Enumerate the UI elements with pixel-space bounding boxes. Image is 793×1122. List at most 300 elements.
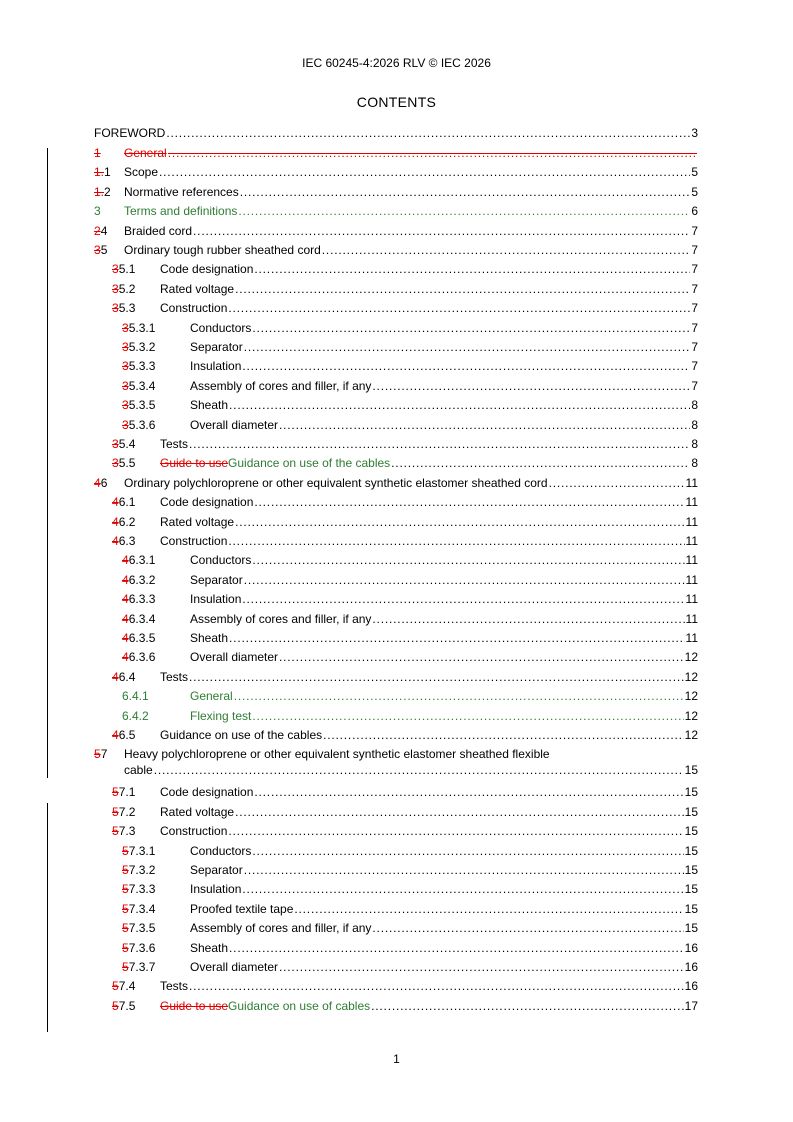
deleted-number: 3 [122, 417, 129, 432]
toc-line [94, 571, 698, 590]
inserted-number: 7.3.6 [128, 940, 156, 955]
inserted-number: 5.3.3 [128, 359, 156, 374]
toc-page-number: 15 [684, 785, 698, 800]
inserted-number: 7.2 [118, 804, 136, 819]
toc-page-number: 16 [684, 979, 698, 994]
toc-title: Conductors [190, 843, 252, 858]
toc-line [94, 338, 698, 357]
inserted-number: 5.5 [118, 456, 136, 471]
toc-line [94, 202, 698, 221]
dot-leader [242, 590, 684, 609]
toc-page-number: 7 [691, 301, 698, 316]
dot-leader [252, 551, 684, 570]
toc-entry[interactable] [94, 260, 698, 279]
toc-title: Terms and definitions [124, 204, 238, 219]
toc-title: Normative references [124, 184, 239, 199]
inserted-title: Guidance on use of the cables [228, 456, 391, 471]
toc-entry[interactable] [94, 571, 698, 590]
toc-title: Heavy polychloroprene or other equivalent synthetic elastomer sheathed flexible [124, 747, 550, 762]
dot-leader [228, 822, 683, 841]
toc-title: Ordinary polychloroprene or other equivalent synthetic elastomer sheathed cord [124, 475, 548, 490]
toc-number [122, 590, 190, 609]
toc-title-continued: cable [124, 763, 153, 778]
toc-entry[interactable] [94, 590, 698, 609]
toc-page-number: 12 [684, 708, 698, 723]
toc-title: Proofed textile tape [190, 901, 294, 916]
dot-leader [154, 761, 684, 780]
toc-entry[interactable] [94, 939, 698, 958]
inserted-number: 5.4 [118, 437, 136, 451]
toc-page-number: 16 [684, 960, 698, 974]
toc-line [94, 396, 698, 415]
dot-leader [235, 280, 690, 299]
toc-title: Insulation [190, 359, 242, 374]
toc-title: Braided cord [124, 223, 193, 238]
toc-entry[interactable] [94, 822, 698, 841]
toc-title: Code designation [160, 495, 254, 510]
toc-page-number: 11 [685, 553, 698, 568]
dot-leader [372, 377, 690, 396]
toc-entry[interactable] [94, 919, 698, 938]
toc-page-number: 7 [691, 359, 698, 374]
toc-entry[interactable] [94, 183, 698, 202]
toc-title: Construction [160, 824, 228, 839]
deleted-title: Guide to use [160, 456, 229, 471]
toc-title: Rated voltage [160, 281, 235, 296]
toc-page-number: 16 [684, 940, 698, 955]
toc-entry[interactable] [94, 610, 698, 629]
toc-line [94, 939, 698, 958]
toc-number-text: 1 [94, 146, 101, 160]
toc-number-text: 6.4.1 [122, 689, 149, 704]
dot-leader [235, 803, 684, 822]
toc-line [94, 144, 698, 163]
toc-number [112, 822, 160, 841]
toc-page-number: 17 [684, 998, 698, 1013]
toc-title: Separator [190, 572, 243, 587]
inserted-number: 5.3.2 [128, 340, 156, 354]
deleted-number: 3 [112, 301, 119, 316]
toc-line [94, 842, 698, 861]
toc-line [94, 163, 698, 182]
deleted-title: Guide to use [160, 998, 229, 1013]
toc-page-number: 15 [684, 763, 698, 778]
toc-entry[interactable] [94, 435, 698, 454]
toc-title: Overall diameter [190, 650, 279, 665]
dot-leader [252, 842, 683, 861]
toc-number [122, 900, 190, 919]
deleted-number: 3 [122, 340, 129, 354]
toc-page-number: 15 [684, 921, 698, 936]
inserted-number: 5.3.5 [128, 398, 156, 413]
inserted-title: Guidance on use of cables [228, 998, 371, 1013]
toc-number [94, 745, 124, 764]
toc-title: Conductors [190, 320, 252, 335]
toc-line [94, 280, 698, 299]
toc-entry[interactable] [94, 513, 698, 532]
deleted-number: 4 [112, 495, 119, 510]
toc-number [122, 687, 190, 706]
toc-page-number: 6 [691, 204, 698, 219]
toc-title: Scope [124, 165, 159, 180]
deleted-number: 4 [112, 728, 119, 742]
toc-number [94, 183, 124, 202]
deleted-number: 4 [122, 611, 129, 626]
inserted-number: 6.3.4 [128, 611, 156, 626]
toc-number-text: 6.4.2 [122, 708, 149, 723]
dot-leader [228, 299, 690, 318]
toc-line [94, 783, 698, 802]
toc-line [94, 319, 698, 338]
toc-entry[interactable] [94, 532, 698, 551]
toc-line [94, 648, 698, 667]
dot-leader [235, 513, 684, 532]
deleted-number: 4 [112, 534, 119, 548]
toc-number [122, 648, 190, 667]
dot-leader [193, 222, 690, 241]
toc-entry[interactable] [94, 958, 698, 977]
inserted-number: 7.3.1 [128, 843, 156, 858]
toc-title: Sheath [190, 398, 229, 413]
dot-leader [252, 319, 690, 338]
deleted-number: 1. [94, 165, 105, 180]
toc-page-number: 8 [691, 456, 698, 471]
toc-entry[interactable] [94, 997, 698, 1016]
inserted-number: 7.3.7 [128, 960, 156, 974]
toc-page-number: 7 [691, 243, 698, 257]
inserted-number: 7.1 [118, 785, 136, 800]
toc-page-number: 12 [684, 669, 698, 684]
toc-entry[interactable] [94, 842, 698, 861]
toc-line [94, 900, 698, 919]
inserted-number: 6.3.3 [128, 592, 156, 607]
toc-line [94, 532, 698, 551]
toc-line [94, 454, 698, 473]
inserted-number: 6.3 [118, 534, 136, 548]
toc-line [94, 122, 698, 144]
toc-number [112, 726, 160, 745]
toc-line [94, 958, 698, 977]
toc-number [112, 513, 160, 532]
toc-line [94, 474, 698, 493]
toc-title: Insulation [190, 882, 242, 897]
deleted-number: 5 [122, 863, 129, 877]
toc-page-number: 11 [685, 572, 698, 587]
dot-leader [234, 687, 684, 706]
toc-entry[interactable] [94, 900, 698, 919]
deleted-number: 5 [112, 998, 119, 1013]
toc-page-number: 11 [685, 611, 698, 626]
dot-leader [244, 861, 684, 880]
toc-line [94, 861, 698, 880]
toc-title: Tests [160, 437, 189, 451]
toc-entry[interactable] [94, 551, 698, 570]
dot-leader [549, 474, 685, 493]
toc-number [112, 532, 160, 551]
inserted-number: 7.5 [118, 998, 136, 1013]
deleted-number: 3 [112, 437, 119, 451]
toc-entry[interactable] [94, 299, 698, 318]
deleted-number: 3 [112, 456, 119, 471]
deleted-number: 3 [112, 281, 119, 296]
dot-leader [228, 532, 684, 551]
toc-number [94, 163, 124, 182]
dot-leader [254, 493, 684, 512]
deleted-number: 4 [94, 475, 101, 490]
toc-page-number: 7 [691, 281, 698, 296]
deleted-number: 5 [94, 747, 101, 762]
inserted-number: 6.3.6 [128, 650, 156, 665]
dot-leader [240, 183, 691, 202]
toc-number [94, 474, 124, 493]
deleted-number: 4 [112, 669, 119, 684]
toc-page-number: 8 [691, 417, 698, 432]
toc-title: Assembly of cores and filler, if any [190, 921, 372, 936]
page-number: 1 [393, 1052, 400, 1066]
deleted-number: 1. [94, 184, 105, 199]
toc-page-number: 7 [691, 223, 698, 238]
toc-page-number: 11 [685, 475, 698, 490]
toc-number [112, 454, 160, 473]
dot-leader [189, 435, 690, 454]
toc-number [122, 610, 190, 629]
dot-leader [279, 648, 684, 667]
dot-leader [372, 610, 684, 629]
deleted-number: 5 [122, 843, 129, 858]
toc-number [122, 319, 190, 338]
toc-title: Assembly of cores and filler, if any [190, 378, 372, 393]
toc-entry[interactable] [94, 202, 698, 221]
toc-page-number: 11 [685, 534, 698, 548]
toc-title: FOREWORD [94, 126, 166, 140]
toc-title: Rated voltage [160, 514, 235, 529]
toc-number [122, 629, 190, 648]
inserted-number: 7.3.4 [128, 901, 156, 916]
toc-entry[interactable] [94, 803, 698, 822]
inserted-number: 4 [100, 223, 108, 238]
toc-page-number: 7 [691, 320, 698, 335]
inserted-number: 5 [100, 243, 108, 257]
toc-entry[interactable] [94, 122, 698, 141]
toc-line [94, 629, 698, 648]
toc-entry[interactable] [94, 163, 698, 182]
toc-line [94, 416, 698, 435]
inserted-number: 7.4 [118, 979, 136, 994]
dot-leader [322, 241, 691, 260]
toc-page-number: 11 [685, 495, 698, 510]
toc-entry[interactable] [94, 745, 698, 783]
dot-leader [168, 144, 697, 163]
toc-page-number: 8 [691, 398, 698, 413]
dot-leader [229, 939, 684, 958]
inserted-number: 5.3.6 [128, 417, 156, 432]
toc-entry[interactable] [94, 783, 698, 802]
toc-number [122, 338, 190, 357]
toc-number [94, 144, 124, 163]
toc-number [94, 202, 124, 221]
inserted-number: 5.1 [118, 262, 136, 277]
toc-page-number: 12 [684, 650, 698, 665]
toc-entry[interactable] [94, 629, 698, 648]
toc-title: Sheath [190, 631, 229, 645]
toc-page-number: 11 [685, 592, 698, 607]
toc-line [94, 241, 698, 260]
toc-line [94, 997, 698, 1016]
toc-title: Tests [160, 669, 189, 684]
toc-entry[interactable] [94, 280, 698, 299]
toc-line [94, 977, 698, 996]
toc-number [122, 551, 190, 570]
inserted-number: 6 [100, 475, 108, 490]
toc-line [94, 668, 698, 687]
toc-page-number: 15 [684, 804, 698, 819]
toc-entry[interactable] [94, 222, 698, 241]
dot-leader [229, 396, 690, 415]
toc-page-number: 5 [691, 165, 698, 180]
inserted-number: 6.3.5 [128, 631, 156, 645]
toc-title: Insulation [190, 592, 242, 607]
toc-number [112, 493, 160, 512]
toc-entry[interactable] [94, 377, 698, 396]
toc-number [122, 571, 190, 590]
toc-title: Code designation [160, 262, 254, 277]
toc-number [122, 919, 190, 938]
inserted-number: 5.3.4 [128, 378, 156, 393]
dot-leader [159, 163, 690, 182]
toc-entry[interactable] [94, 338, 698, 357]
toc-entry[interactable] [94, 687, 698, 706]
toc-number [112, 668, 160, 687]
toc-line [94, 590, 698, 609]
toc-page-number: 12 [684, 689, 698, 704]
toc-entry[interactable] [94, 416, 698, 435]
dot-leader [166, 122, 690, 144]
toc-title: Conductors [190, 553, 252, 568]
deleted-number: 4 [112, 514, 119, 529]
toc-line [94, 610, 698, 629]
inserted-number: 7.3.3 [128, 882, 156, 897]
deleted-number: 4 [122, 592, 129, 607]
toc-line [94, 822, 698, 841]
toc-entry[interactable] [94, 648, 698, 667]
toc-entry[interactable] [94, 474, 698, 493]
toc-number [122, 842, 190, 861]
toc-line [94, 357, 698, 376]
dot-leader [294, 900, 683, 919]
deleted-number: 5 [112, 804, 119, 819]
deleted-number: 5 [112, 979, 119, 994]
dot-leader [254, 783, 683, 802]
deleted-number: 5 [112, 824, 119, 839]
dot-leader [189, 668, 684, 687]
dot-leader [242, 357, 690, 376]
deleted-number: 4 [122, 650, 129, 665]
deleted-number: 3 [112, 262, 119, 277]
toc-page-number: 12 [684, 728, 698, 742]
dot-leader [371, 997, 683, 1016]
deleted-number: 3 [122, 378, 129, 393]
dot-leader [229, 629, 684, 648]
toc-number [122, 861, 190, 880]
toc-number [112, 997, 160, 1016]
toc-title: Flexing test [190, 708, 252, 723]
inserted-number: 1 [104, 165, 111, 180]
toc-page-number: 15 [684, 882, 698, 897]
dot-leader [279, 416, 690, 435]
toc-title: General [124, 146, 167, 160]
inserted-number: 7 [100, 747, 108, 762]
deleted-number: 3 [94, 243, 101, 257]
toc-title: Ordinary tough rubber sheathed cord [124, 243, 321, 257]
toc-number [112, 803, 160, 822]
toc-number [112, 299, 160, 318]
deleted-number: 5 [122, 901, 129, 916]
toc-entry[interactable] [94, 880, 698, 899]
toc-entry[interactable] [94, 241, 698, 260]
toc-page-number: 3 [691, 126, 698, 140]
toc-number [122, 880, 190, 899]
toc-page-number: 15 [684, 843, 698, 858]
toc-line [94, 435, 698, 454]
dot-leader [372, 919, 683, 938]
dot-leader [391, 454, 690, 473]
dot-leader [254, 260, 690, 279]
toc-page-number: 15 [684, 824, 698, 839]
toc-number [112, 435, 160, 454]
inserted-number: 6.4 [118, 669, 136, 684]
toc-entry[interactable] [94, 357, 698, 376]
toc-line [94, 222, 698, 241]
toc-title: Separator [190, 340, 243, 354]
toc-entry[interactable] [94, 726, 698, 745]
toc-entry[interactable] [94, 861, 698, 880]
document-header: IEC 60245-4:2026 RLV © IEC 2026 [302, 56, 491, 70]
toc-entry[interactable] [94, 707, 698, 726]
toc-number [122, 357, 190, 376]
toc-title: Construction [160, 534, 228, 548]
dot-leader [244, 571, 685, 590]
toc-line [94, 513, 698, 532]
toc-entry[interactable] [94, 454, 698, 473]
toc-entry[interactable] [94, 668, 698, 687]
toc-number [112, 280, 160, 299]
inserted-number: 6.2 [118, 514, 136, 529]
toc-entry[interactable] [94, 319, 698, 338]
toc-page-number: 15 [684, 863, 698, 877]
toc-line [124, 761, 698, 780]
toc-entry[interactable] [94, 493, 698, 512]
toc-title: Construction [160, 301, 228, 316]
toc-number [112, 783, 160, 802]
deleted-number: 3 [122, 398, 129, 413]
toc-entry[interactable] [94, 144, 698, 163]
toc-number [112, 977, 160, 996]
inserted-number: 7.3 [118, 824, 136, 839]
toc-entry[interactable] [94, 396, 698, 415]
toc-title: Tests [160, 979, 189, 994]
inserted-number: 6.5 [118, 728, 136, 742]
deleted-number: 4 [122, 572, 129, 587]
dot-leader [189, 977, 684, 996]
inserted-number: 6.3.1 [128, 553, 156, 568]
toc-entry[interactable] [94, 977, 698, 996]
toc-line [94, 707, 698, 726]
deleted-number: 3 [122, 320, 129, 335]
toc-number [94, 241, 124, 260]
toc-line [94, 260, 698, 279]
dot-leader [242, 880, 683, 899]
toc-line [94, 687, 698, 706]
